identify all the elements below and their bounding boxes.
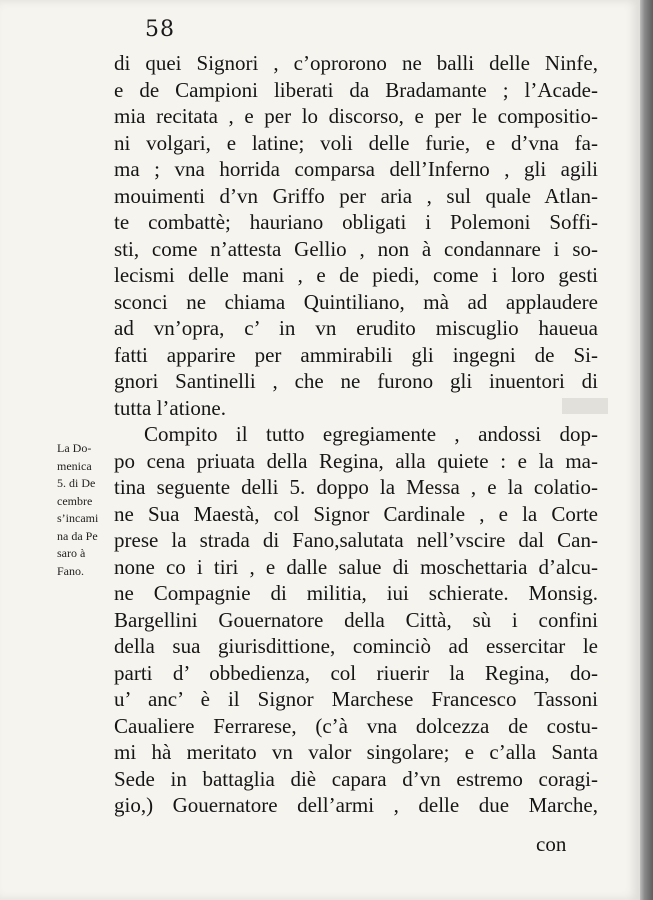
- text-line: none co i tiri , e dalle salue di moschettaria d’alcu-: [114, 554, 598, 579]
- text-line: lecismi delle mani , e de piedi, come i loro gesti: [114, 263, 598, 287]
- margin-note-line: Fano.: [57, 563, 84, 578]
- catchword: con: [536, 832, 567, 856]
- margin-note-line: La Do-: [57, 441, 92, 455]
- text-line: Compito il tutto egregiamente , andossi dop-: [144, 422, 598, 446]
- text-line: mi hà meritato vn valor singolare; e c’alla Santa: [114, 740, 598, 764]
- text-line: ni volgari, e latine; voli delle furie, e d’vna fa-: [114, 130, 598, 155]
- margin-note-line: cembre: [57, 493, 93, 508]
- text-line: mouimenti d’vn Griffo per aria , sul quale Atlan-: [114, 183, 598, 208]
- paragraph-2: [114, 421, 598, 819]
- text-line: ad vn’opra, c’ in vn erudito miscuglio haueua: [114, 316, 598, 340]
- text-line: Bargellini Gouernatore della Città, sù i confini: [114, 607, 598, 632]
- margin-note-line: saro à: [57, 546, 86, 560]
- text-line: gnori Santinelli , che ne furono gli inuentori di: [114, 369, 598, 393]
- text-line: di quei Signori , c’oprorono ne balli delle Ninfe,: [114, 51, 598, 75]
- text-line: prese la strada di Fano,salutata nell’vscire dal Can-: [114, 528, 598, 552]
- text-line: della sua giurisdittione, cominciò ad essercitar le: [114, 634, 598, 658]
- margin-note-line: menica: [57, 458, 92, 473]
- text-line: ma ; vna horrida comparsa dell’Inferno , gli agili: [114, 157, 598, 181]
- text-line: te combattè; hauriano obligati i Polemoni Soffi-: [114, 210, 598, 234]
- text-line: parti d’ obbedienza, col riuerir la Regina, do-: [114, 660, 598, 685]
- text-line: sti, come n’attesta Gellio , non à condannare i so-: [114, 236, 598, 261]
- text-line: ne Compagnie di militia, iui schierate. Monsig.: [114, 581, 598, 605]
- paragraph-1: [114, 50, 598, 421]
- text-line: tina seguente delli 5. doppo la Messa , e la colatio-: [114, 475, 598, 499]
- text-line: po cena priuata della Regina, alla quiete : e la ma-: [114, 448, 598, 473]
- text-line: Sede in battaglia diè capara d’vn estremo coragi-: [114, 766, 598, 791]
- text-line: sconci ne chiama Quintiliano, mà ad applaudere: [114, 289, 598, 314]
- margin-note-line: s’incami: [57, 511, 99, 525]
- text-line: e de Campioni liberati da Bradamante ; l’Acade-: [114, 77, 598, 102]
- text-line: gio,) Gouernatore dell’armi , delle due Marche,: [114, 793, 598, 817]
- margin-note-line: na da Pe: [57, 528, 98, 543]
- main-text-block: [114, 50, 598, 819]
- page-edge-shadow: [640, 0, 653, 900]
- text-line: Caualiere Ferrarese, (c’à vna dolcezza de costu-: [114, 713, 598, 738]
- text-line: ne Sua Maestà, col Signor Cardinale , e la Corte: [114, 501, 598, 526]
- text-line: fatti apparire per ammirabili gli ingegni de Si-: [114, 342, 598, 367]
- text-line: u’ anc’ è il Signor Marchese Francesco Tassoni: [114, 687, 598, 711]
- text-line: tutta l’atione.: [114, 395, 226, 420]
- page-number: 58: [145, 17, 175, 42]
- text-line: mia recitata , e per lo discorso, e per le compositio-: [114, 104, 598, 128]
- marginal-note: [57, 440, 115, 580]
- margin-note-line: 5. di De: [57, 476, 96, 490]
